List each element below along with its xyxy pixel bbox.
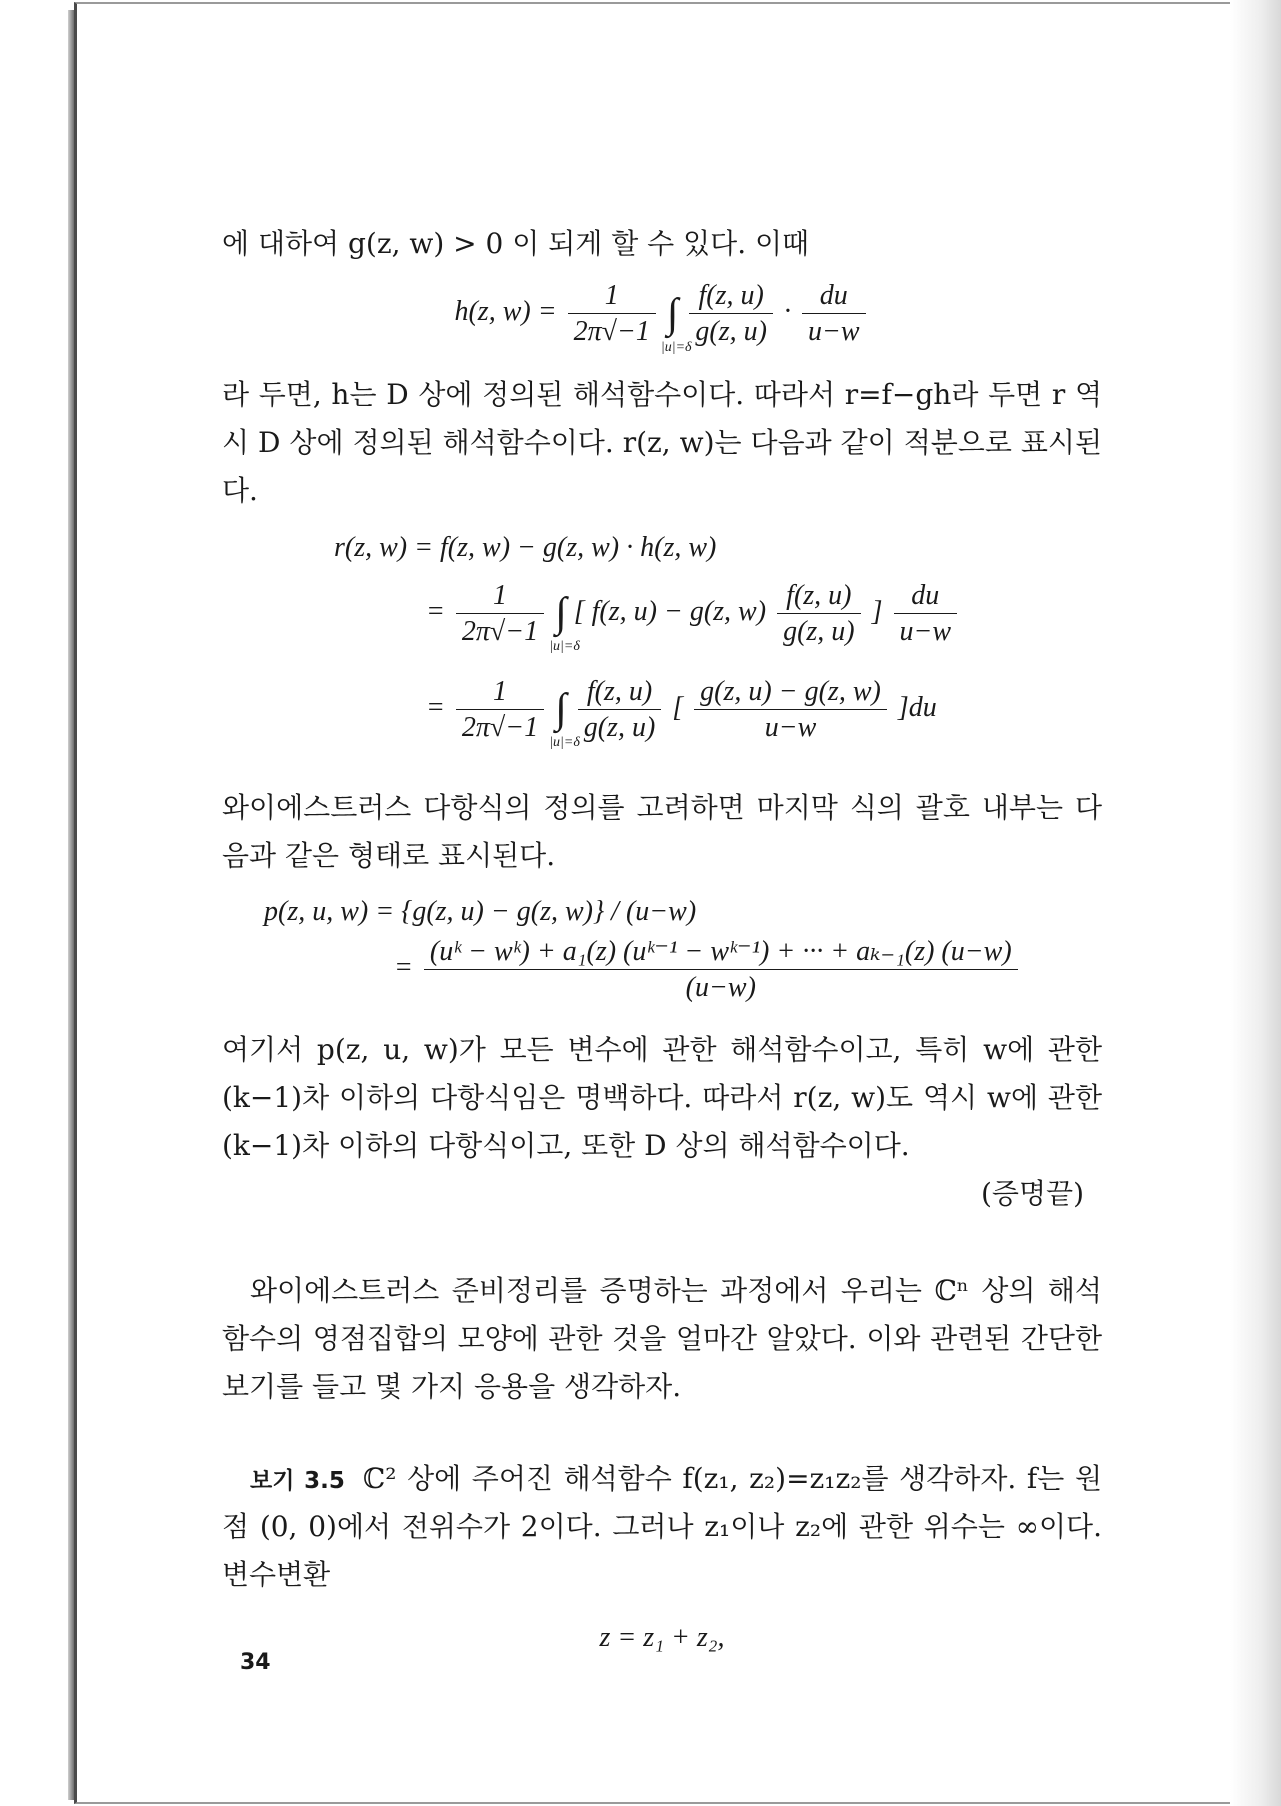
- integral-sign: ∫ |u|=δ: [660, 290, 692, 355]
- eq-r-line2: [222, 574, 1102, 670]
- frac-numerator: f(z, u): [578, 674, 662, 710]
- frac-polynomial: [424, 934, 1018, 1005]
- frac-denominator: u−w: [764, 711, 817, 743]
- frac-numerator: 1: [456, 674, 544, 710]
- frac-numerator: g(z, u) − g(z, w): [694, 674, 887, 710]
- eq-h-lhs: h(z, w) =: [454, 296, 557, 328]
- eq-p-line2: [222, 934, 1102, 1008]
- frac-const: [456, 674, 544, 745]
- multiply-dot: ·: [783, 296, 791, 328]
- frac-du: [894, 578, 958, 649]
- bracket-expression: [ f(z, u) − g(z, w): [573, 595, 767, 627]
- integral-sign: ∫ |u|=δ: [549, 686, 580, 751]
- frac-denominator: 2π√−1: [573, 316, 650, 348]
- equation-p: [222, 888, 1102, 1008]
- eq-p-line1: p(z, u, w) = {g(z, u) − g(z, w)} / (u−w): [264, 895, 697, 927]
- proof-end-mark: (증명끝): [981, 1177, 1084, 1211]
- frac-denominator: g(z, u): [695, 316, 767, 348]
- frac-denominator: g(z, u): [583, 711, 656, 743]
- eq-h-frac-const: [568, 278, 656, 349]
- example-label: 보기 3.5: [250, 1468, 345, 1495]
- paragraph-example: [222, 1455, 1102, 1599]
- frac-denominator: u−w: [807, 316, 860, 348]
- frac-denominator: 2π√−1: [461, 615, 539, 647]
- equals-sign: =: [426, 691, 445, 723]
- bracket-close: ]: [871, 595, 883, 627]
- frac-numerator: 1: [456, 578, 544, 614]
- equation-substitution: z = z₁ + z₂,: [599, 1621, 725, 1653]
- integral-contour: |u|=δ: [549, 639, 580, 655]
- section-spacer: [222, 1411, 1102, 1455]
- section-spacer: [222, 1219, 1102, 1267]
- frac-numerator: du: [894, 578, 958, 614]
- integral-contour: |u|=δ: [549, 735, 580, 751]
- frac-numerator: du: [802, 278, 866, 314]
- eq-r-line1: r(z, w) = f(z, w) − g(z, w) · h(z, w): [334, 531, 717, 563]
- paragraph-zero-set: 와이에스트러스 준비정리를 증명하는 과정에서 우리는 ℂⁿ 상의 해석함수의 영점집합의 모양에 관한 것을 얼마간 알았다. 이와 관련된 간단한 보기를 들고 몇 가지 응용을 생각하자.: [222, 1273, 1102, 1403]
- page-number: 34: [240, 1650, 271, 1675]
- equals-sign: =: [426, 595, 445, 627]
- equals-sign: =: [394, 951, 413, 983]
- page-curl-shadow: [1230, 0, 1281, 1806]
- equation-h: [222, 278, 1102, 355]
- frac-numerator: f(z, u): [689, 278, 773, 314]
- page-content: [222, 220, 1102, 1684]
- frac-const: [456, 578, 544, 649]
- paragraph-weierstrass: 와이에스트러스 다항식의 정의를 고려하면 마지막 식의 괄호 내부는 다음과 같은 형태로 표시된다.: [222, 790, 1102, 872]
- frac-numerator: (uᵏ − wᵏ) + a₁(z) (uᵏ⁻¹ − wᵏ⁻¹) + ··· + aₖ₋₁(z) (u−w): [424, 934, 1018, 970]
- frac-numerator: f(z, u): [777, 578, 861, 614]
- eq-h-frac-fg: [689, 278, 773, 349]
- frac-denominator: (u−w): [685, 971, 756, 1003]
- integral-contour: |u|=δ: [660, 339, 692, 355]
- paragraph-conclusion: 여기서 p(z, u, w)가 모든 변수에 관한 해석함수이고, 특히 w에 관한 (k−1)차 이하의 다항식임은 명백하다. 따라서 r(z, w)도 역시 w에 관한 (k−1)차 이하의 다항식이고, 또한 D 상의 해석함수이다.: [222, 1032, 1102, 1163]
- bracket-open: [: [672, 691, 684, 723]
- paragraph-intro: 에 대하여 g(z, w) > 0 이 되게 할 수 있다. 이때: [222, 227, 810, 260]
- eq-h-frac-du: [802, 278, 866, 349]
- frac-denominator: g(z, u): [783, 615, 855, 647]
- frac-difference: [694, 674, 887, 745]
- integral-sign: ∫ |u|=δ: [549, 590, 580, 655]
- eq-r-line3: [222, 670, 1102, 766]
- frac-fg: [578, 674, 662, 745]
- frac-numerator: 1: [568, 278, 656, 314]
- frac-fg: [777, 578, 861, 649]
- bracket-close: ]du: [897, 691, 937, 723]
- paragraph-r-def: 라 두면, h는 D 상에 정의된 해석함수이다. 따라서 r=f−gh라 두면 r 역시 D 상에 정의된 해석함수이다. r(z, w)는 다음과 같이 적분으로 표시된다.: [222, 378, 1102, 508]
- equation-r: [222, 524, 1102, 766]
- frac-denominator: u−w: [899, 615, 952, 647]
- example-text: ℂ² 상에 주어진 해석함수 f(z₁, z₂)=z₁z₂를 생각하자. f는 원점 (0, 0)에서 전위수가 2이다. 그러나 z₁이나 z₂에 관한 위수는 ∞이다. 변수변환: [222, 1462, 1102, 1592]
- frac-denominator: 2π√−1: [461, 711, 539, 743]
